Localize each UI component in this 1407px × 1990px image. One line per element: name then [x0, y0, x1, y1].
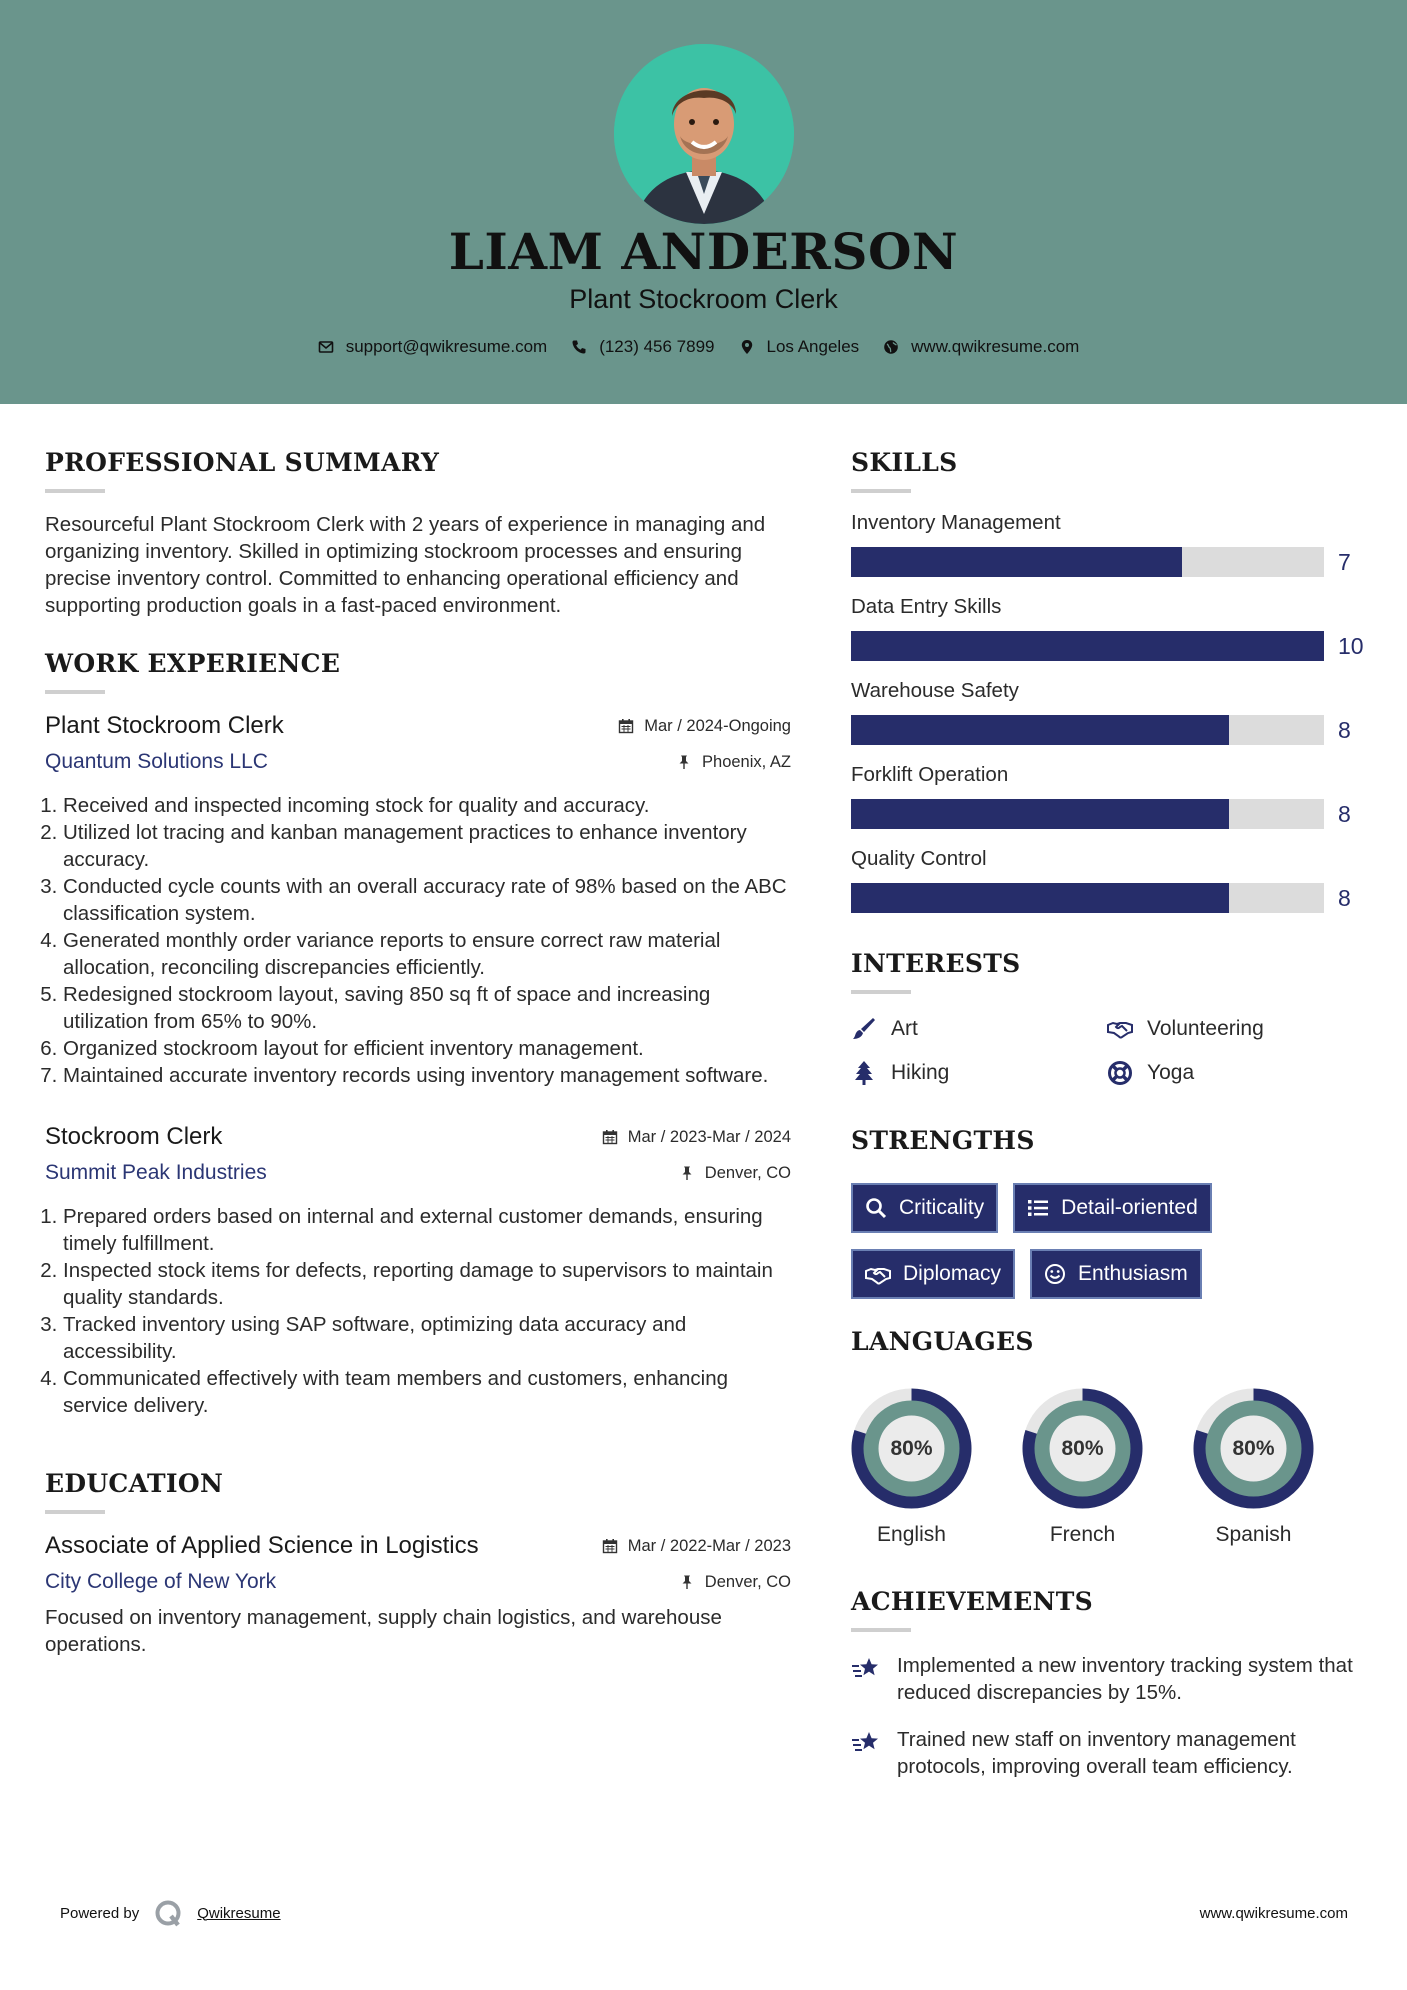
degree-title: Associate of Applied Science in Logistics [45, 1532, 479, 1559]
job-dates [602, 1128, 791, 1147]
phone-icon [571, 339, 587, 355]
job-bullet: 1. Prepared orders based on internal and external customer demands, ensuring timely fulfillment. [63, 1203, 791, 1257]
strength-badge [851, 1183, 998, 1233]
heading-rule [851, 489, 911, 493]
job-bullet: 6. Organized stockroom layout for efficient inventory management. [63, 1035, 791, 1062]
skill-bar-fill [851, 631, 1324, 661]
section-heading-summary: PROFESSIONAL SUMMARY [45, 448, 440, 477]
skill-item [851, 847, 1371, 913]
interest-label: Art [891, 1017, 918, 1040]
skills-section [851, 448, 1371, 913]
heading-rule [45, 1510, 105, 1514]
summary-text: Resourceful Plant Stockroom Clerk with 2 years of experience in managing and organizing inventory. Skilled in optimizing stockroom processes and ensuring precise inventory control. Committed to enhancing operational efficiency and supporting production goals in a fast-paced environment. [45, 513, 766, 617]
pushpin-icon [679, 1574, 695, 1590]
job-bullets [45, 1203, 791, 1419]
smile-icon [1044, 1263, 1066, 1285]
achievement-text: Trained new staff on inventory management protocols, improving overall team efficiency. [897, 1728, 1296, 1778]
education-section [45, 1469, 791, 1658]
candidate-title: Plant Stockroom Clerk [569, 284, 838, 314]
job-company: Summit Peak Industries [45, 1161, 267, 1184]
calendar-icon [618, 718, 634, 734]
education-description: Focused on inventory management, supply chain logistics, and warehouse operations. [45, 1606, 722, 1656]
strength-badge [1013, 1183, 1212, 1233]
job-title: Stockroom Clerk [45, 1123, 223, 1150]
search-icon [865, 1197, 887, 1219]
skill-name: Inventory Management [851, 511, 1061, 534]
skill-bar-row [851, 715, 1371, 745]
summary-section [45, 448, 791, 619]
job-company: Quantum Solutions LLC [45, 750, 268, 773]
skill-name: Forklift Operation [851, 763, 1009, 786]
section-heading-interests: INTERESTS [851, 949, 1021, 978]
skill-bar-fill [851, 883, 1229, 913]
job-entry [45, 712, 791, 1089]
section-heading-languages: LANGUAGES [851, 1327, 1034, 1356]
footer-branding [60, 1898, 281, 1928]
strength-badge [1030, 1249, 1202, 1299]
languages-section [851, 1327, 1371, 1547]
heading-rule [851, 990, 911, 994]
job-bullet: 7. Maintained accurate inventory records using inventory management software. [63, 1062, 791, 1089]
job-location-text: Denver, CO [704, 1163, 791, 1182]
section-heading-achievements: ACHIEVEMENTS [851, 1587, 1093, 1616]
language-name: Spanish [1215, 1523, 1292, 1546]
pushpin-icon [679, 1165, 695, 1181]
section-heading-education: EDUCATION [45, 1469, 224, 1498]
heading-rule [45, 489, 105, 493]
skill-value: 8 [1338, 884, 1351, 911]
achievement-text: Implemented a new inventory tracking system that reduced discrepancies by 15%. [897, 1654, 1353, 1704]
skill-bar-track [851, 799, 1324, 829]
skill-item [851, 679, 1371, 745]
job-company-row [45, 1161, 791, 1185]
strengths-section [851, 1126, 1371, 1299]
skill-bar-track [851, 883, 1324, 913]
contact-email[interactable] [318, 337, 548, 357]
section-heading-strengths: STRENGTHS [851, 1126, 1035, 1155]
qwikresume-logo-icon [153, 1898, 183, 1928]
strengths-list [851, 1183, 1371, 1299]
skill-value: 8 [1338, 800, 1351, 827]
job-bullets [45, 792, 791, 1089]
left-column [45, 448, 791, 1658]
job-bullet: 3. Tracked inventory using SAP software, optimizing data accuracy and accessibility. [63, 1311, 791, 1365]
job-bullet: 5. Redesigned stockroom layout, saving 850 sq ft of space and increasing utilization from 65% to 90%. [63, 981, 791, 1035]
brand-link[interactable]: Qwikresume [197, 1904, 281, 1922]
skill-name: Data Entry Skills [851, 595, 1002, 618]
strength-label: Criticality [899, 1196, 985, 1219]
job-dates-text: Mar / 2024-Ongoing [644, 716, 791, 735]
contact-bar [0, 337, 1407, 357]
skills-list [851, 511, 1371, 913]
lifebuoy-icon [1107, 1060, 1133, 1086]
language-name: French [1049, 1523, 1116, 1546]
handshake-icon [865, 1263, 891, 1285]
education-location [679, 1573, 791, 1592]
skill-value: 8 [1338, 716, 1351, 743]
job-dates [618, 717, 791, 736]
skill-name: Warehouse Safety [851, 679, 1019, 702]
map-marker-icon [739, 339, 755, 355]
skill-bar-fill [851, 547, 1182, 577]
language-item [1193, 1388, 1314, 1547]
job-dates-text: Mar / 2023-Mar / 2024 [627, 1127, 791, 1146]
skill-name: Quality Control [851, 847, 987, 870]
paintbrush-icon [851, 1016, 877, 1042]
interests-grid [851, 1016, 1371, 1086]
achievement-item [851, 1652, 1371, 1706]
interest-label: Volunteering [1147, 1017, 1264, 1040]
language-ring [851, 1388, 972, 1509]
interest-item [851, 1060, 1107, 1086]
job-bullet: 2. Utilized lot tracing and kanban management practices to enhance inventory accuracy. [63, 819, 791, 873]
skill-bar-row [851, 883, 1371, 913]
interest-label: Yoga [1147, 1061, 1195, 1084]
calendar-icon [602, 1538, 618, 1554]
shooting-star-icon [851, 1728, 881, 1758]
job-bullet: 3. Conducted cycle counts with an overall accuracy rate of 98% based on the ABC classification system. [63, 873, 791, 927]
skill-bar-track [851, 715, 1324, 745]
job-company-row [45, 750, 791, 774]
language-percent: 80% [1061, 1436, 1104, 1460]
strength-label: Detail-oriented [1061, 1196, 1198, 1219]
education-dates [602, 1537, 791, 1556]
contact-phone-text: (123) 456 7899 [599, 337, 715, 356]
contact-location [739, 337, 860, 357]
skill-value: 10 [1338, 632, 1364, 659]
globe-icon [883, 339, 899, 355]
education-school-row [45, 1570, 791, 1594]
interest-label: Hiking [891, 1061, 950, 1084]
language-percent: 80% [890, 1436, 933, 1460]
footer-url[interactable]: www.qwikresume.com [1199, 1905, 1348, 1922]
languages-list [851, 1388, 1371, 1547]
skill-item [851, 595, 1371, 661]
handshake-icon [1107, 1016, 1133, 1042]
language-ring [1022, 1388, 1143, 1509]
language-percent: 80% [1232, 1436, 1275, 1460]
candidate-name: LIAM ANDERSON [448, 222, 959, 281]
pushpin-icon [676, 754, 692, 770]
contact-email-text: support@qwikresume.com [345, 337, 548, 356]
strength-badge [851, 1249, 1015, 1299]
achievement-item [851, 1726, 1371, 1780]
shooting-star-icon [851, 1654, 881, 1684]
job-bullet: 4. Generated monthly order variance reports to ensure correct raw material allocation, reconciling discrepancies efficiently. [63, 927, 791, 981]
section-heading-experience: WORK EXPERIENCE [45, 649, 341, 678]
skill-bar-fill [851, 715, 1229, 745]
profile-photo [614, 44, 794, 224]
job-location-text: Phoenix, AZ [702, 752, 791, 771]
skill-item [851, 763, 1371, 829]
job-entry [45, 1123, 791, 1419]
interests-section [851, 949, 1371, 1086]
strength-label: Enthusiasm [1078, 1262, 1188, 1285]
right-column [851, 448, 1371, 1780]
education-header-row [45, 1532, 791, 1560]
heading-rule [45, 690, 105, 694]
skill-bar-row [851, 547, 1371, 577]
contact-location-text: Los Angeles [766, 337, 860, 356]
job-bullet: 2. Inspected stock items for defects, reporting damage to supervisors to maintain quality standards. [63, 1257, 791, 1311]
skill-value: 7 [1338, 548, 1351, 575]
job-header-row [45, 712, 791, 740]
skill-bar-track [851, 631, 1324, 661]
contact-website-text: www.qwikresume.com [911, 337, 1080, 356]
interest-item [851, 1016, 1107, 1042]
section-heading-skills: SKILLS [851, 448, 958, 477]
calendar-icon [602, 1129, 618, 1145]
envelope-icon [318, 339, 334, 355]
education-entry [45, 1532, 791, 1658]
job-location [679, 1164, 791, 1183]
interest-item [1107, 1060, 1363, 1086]
job-title: Plant Stockroom Clerk [45, 712, 284, 739]
skill-bar-row [851, 631, 1371, 661]
school-name: City College of New York [45, 1570, 277, 1593]
education-location-text: Denver, CO [704, 1572, 791, 1591]
job-bullet: 4. Communicated effectively with team members and customers, enhancing service delivery. [63, 1365, 791, 1419]
skill-bar-row [851, 799, 1371, 829]
contact-website[interactable] [883, 337, 1079, 357]
interest-item [1107, 1016, 1363, 1042]
language-ring [1193, 1388, 1314, 1509]
skill-bar-fill [851, 799, 1229, 829]
education-dates-text: Mar / 2022-Mar / 2023 [627, 1536, 791, 1555]
heading-rule [851, 1628, 911, 1632]
skill-item [851, 511, 1371, 577]
tree-icon [851, 1060, 877, 1086]
achievements-section [851, 1587, 1371, 1780]
resume-header [0, 0, 1407, 404]
contact-phone[interactable] [571, 337, 714, 357]
powered-by-text: Powered by [60, 1904, 140, 1922]
strength-label: Diplomacy [903, 1262, 1002, 1285]
language-name: English [877, 1523, 946, 1546]
language-item [1022, 1388, 1143, 1547]
experience-section [45, 649, 791, 1419]
skill-bar-track [851, 547, 1324, 577]
job-header-row [45, 1123, 791, 1151]
job-location [676, 753, 791, 772]
job-bullet: 1. Received and inspected incoming stock for quality and accuracy. [63, 792, 791, 819]
person-avatar-icon [614, 44, 794, 224]
language-item [851, 1388, 972, 1547]
list-icon [1027, 1197, 1049, 1219]
